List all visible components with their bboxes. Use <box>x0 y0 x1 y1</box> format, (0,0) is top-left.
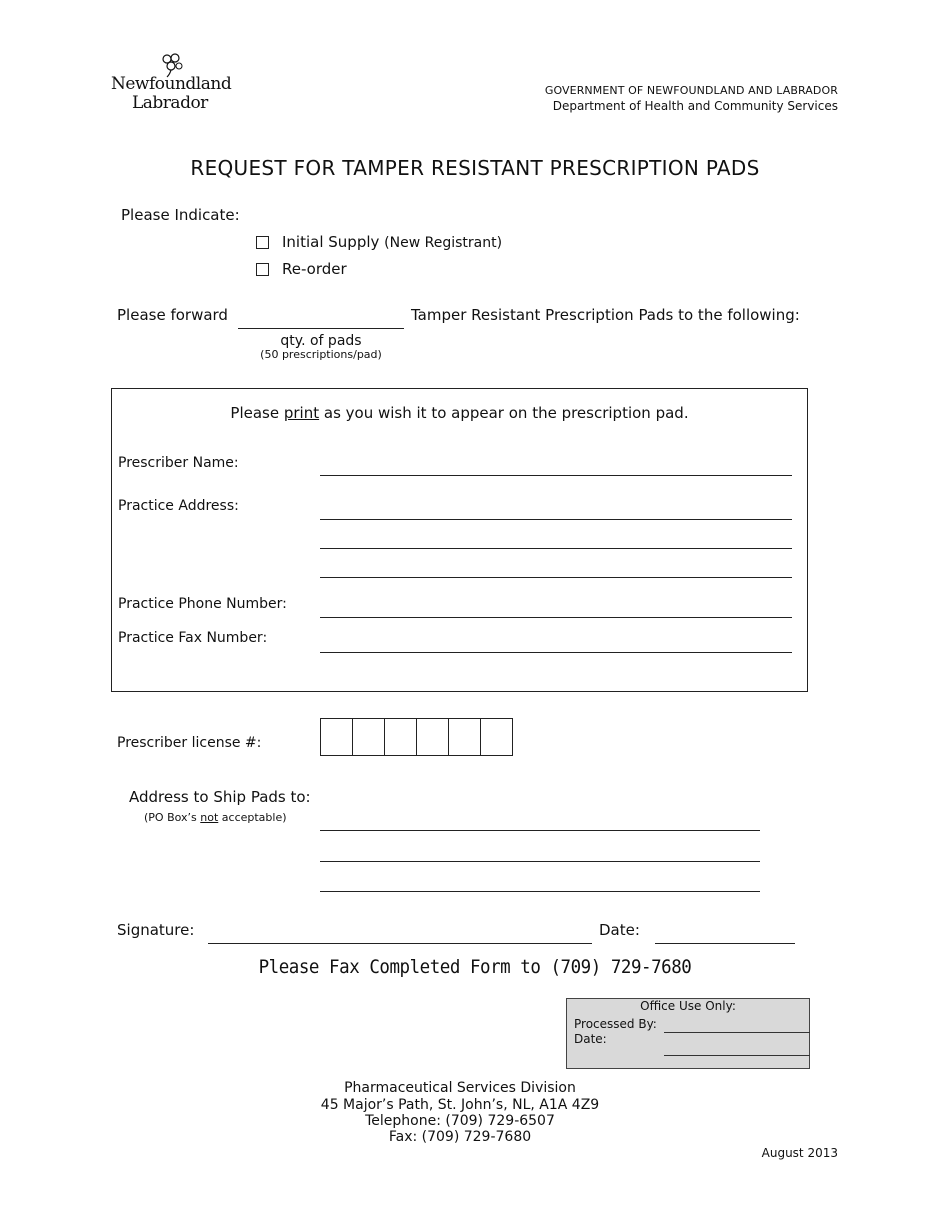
indicate-label: Please Indicate: <box>121 206 240 224</box>
print-instruction <box>111 404 808 422</box>
ship-label: Address to Ship Pads to: <box>129 788 311 806</box>
license-grid <box>320 718 513 756</box>
license-digit-3[interactable] <box>384 718 417 756</box>
reorder-checkbox[interactable] <box>256 263 269 276</box>
initial-supply-note: (New Registrant) <box>384 235 503 251</box>
signature-label: Signature: <box>117 921 195 939</box>
logo-wordmark-line2: Labrador <box>132 93 208 113</box>
prescriber-info-box <box>111 388 808 692</box>
ship-address-field-3[interactable] <box>320 891 760 892</box>
footer-fax: Fax: (709) 729-7680 <box>388 1129 532 1145</box>
office-use-box <box>566 998 810 1069</box>
revision-date: August 2013 <box>761 1146 838 1160</box>
license-digit-1[interactable] <box>320 718 353 756</box>
practice-phone-field[interactable] <box>320 617 792 618</box>
footer-division: Pharmaceutical Services Division <box>344 1080 576 1096</box>
initial-supply-checkbox[interactable] <box>256 236 269 249</box>
prescriber-name-field[interactable] <box>320 475 792 476</box>
initial-supply-text: Initial Supply <box>282 233 380 251</box>
ship-address-field-2[interactable] <box>320 861 760 862</box>
logo-wordmark-line1: Newfoundland <box>111 74 232 94</box>
ship-address-field-1[interactable] <box>320 830 760 831</box>
practice-address-field-3[interactable] <box>320 577 792 578</box>
date-label: Date: <box>599 921 640 939</box>
reorder-label: Re-order <box>282 260 347 278</box>
print-instruction-emph: print <box>283 404 320 422</box>
license-digit-6[interactable] <box>480 718 513 756</box>
footer-telephone: Telephone: (709) 729-6507 <box>365 1113 555 1129</box>
print-instruction-suffix: as you wish it to appear on the prescription pad. <box>319 404 689 422</box>
government-name: GOVERNMENT OF NEWFOUNDLAND AND LABRADOR <box>544 84 838 97</box>
office-date-field[interactable] <box>664 1055 810 1056</box>
ship-note-suffix: acceptable) <box>218 811 287 824</box>
forward-suffix: Tamper Resistant Prescription Pads to the following: <box>411 306 800 324</box>
ship-note-emph: not <box>200 811 219 824</box>
fax-instruction: Please Fax Completed Form to (709) 729-7680 <box>258 956 692 978</box>
qty-label: qty. of pads <box>280 333 362 349</box>
office-date-label: Date: <box>574 1032 607 1046</box>
processed-by-field[interactable] <box>664 1032 810 1033</box>
signature-field[interactable] <box>208 943 592 944</box>
license-digit-5[interactable] <box>448 718 481 756</box>
processed-by-label: Processed By: <box>574 1017 657 1031</box>
footer-address: 45 Major’s Path, St. John’s, NL, A1A 4Z9 <box>320 1097 600 1113</box>
license-digit-4[interactable] <box>416 718 449 756</box>
ship-note-prefix: (PO Box’s <box>144 811 201 824</box>
office-use-title: Office Use Only: <box>640 999 736 1013</box>
practice-address-label: Practice Address: <box>118 498 239 514</box>
qty-note: (50 prescriptions/pad) <box>260 348 382 361</box>
print-instruction-prefix: Please <box>230 404 284 422</box>
practice-address-field-1[interactable] <box>320 519 792 520</box>
date-field[interactable] <box>655 943 795 944</box>
department-name: Department of Health and Community Services <box>552 99 838 113</box>
practice-address-field-2[interactable] <box>320 548 792 549</box>
form-title: REQUEST FOR TAMPER RESISTANT PRESCRIPTION PADS <box>190 156 760 180</box>
ship-note <box>144 811 287 824</box>
prescriber-name-label: Prescriber Name: <box>118 455 239 471</box>
license-label: Prescriber license #: <box>117 735 262 751</box>
license-digit-2[interactable] <box>352 718 385 756</box>
initial-supply-label <box>282 233 502 251</box>
qty-field[interactable] <box>238 328 404 329</box>
practice-fax-label: Practice Fax Number: <box>118 630 268 646</box>
practice-phone-label: Practice Phone Number: <box>118 596 287 612</box>
forward-prefix: Please forward <box>117 306 228 324</box>
practice-fax-field[interactable] <box>320 652 792 653</box>
